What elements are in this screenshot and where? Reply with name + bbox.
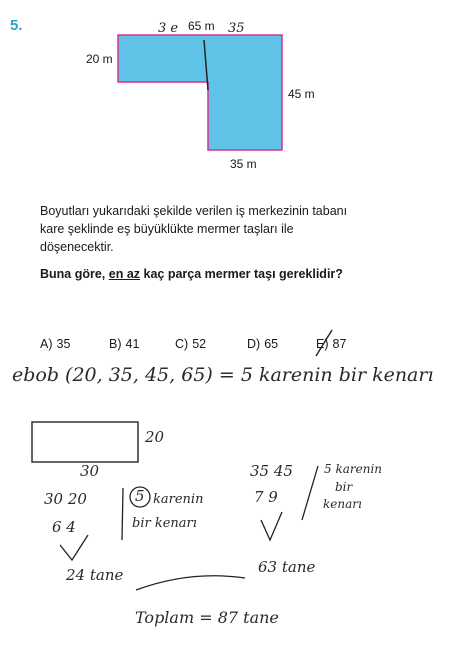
- right-check: [261, 512, 282, 540]
- question-suffix: kaç parça mermer taşı gereklidir?: [140, 267, 343, 281]
- circled-number: 5: [135, 487, 145, 505]
- left-dimension-label: 20 m: [86, 52, 113, 66]
- option-c[interactable]: C) 52: [175, 337, 207, 351]
- question-number: 5.: [10, 17, 23, 34]
- option-a[interactable]: A) 35: [40, 337, 71, 351]
- option-b[interactable]: B) 41: [109, 337, 140, 351]
- right-note-karenin: 5 karenin: [324, 462, 383, 476]
- left-check: [60, 535, 88, 560]
- right-divider: [302, 466, 318, 520]
- left-note-karenin: karenin: [153, 492, 204, 507]
- option-d[interactable]: D) 65: [247, 337, 279, 351]
- left-note-bir-kenari: bir kenarı: [132, 516, 197, 531]
- right-note-bir: bir: [335, 480, 353, 494]
- option-e[interactable]: E) 87: [316, 337, 347, 351]
- option-e-strike: [316, 330, 332, 356]
- rect-sketch: [32, 422, 138, 462]
- left-divider: [122, 488, 123, 540]
- right-numbers: 35 45: [250, 462, 293, 480]
- left-total: 24 tane: [66, 566, 124, 584]
- hand-top-right: 35: [228, 21, 245, 36]
- top-dimension-label: 65 m: [188, 19, 215, 33]
- right-total: 63 tane: [258, 558, 316, 576]
- right-dimension-label: 45 m: [288, 87, 315, 101]
- rect-side-label: 20: [145, 428, 165, 446]
- hand-top-left: 3 e: [158, 21, 179, 36]
- rect-bottom-label: 30: [80, 462, 100, 480]
- bottom-dimension-label: 35 m: [230, 157, 257, 171]
- right-results: 7 9: [254, 488, 278, 506]
- question-emphasis: en az: [108, 267, 141, 281]
- left-results: 6 4: [52, 518, 76, 536]
- question-prefix: Buna göre,: [40, 267, 109, 281]
- sum-total: Toplam = 87 tane: [135, 608, 279, 627]
- right-note-kenari: kenarı: [323, 497, 362, 511]
- left-numbers: 30 20: [44, 490, 87, 508]
- connect-curve: [136, 576, 245, 590]
- ebob-line: ebob (20, 35, 45, 65) = 5 karenin bir kenarı: [12, 364, 434, 386]
- problem-text: Boyutları yukarıdaki şekilde verilen iş merkezinin tabanı kare şeklinde eş büyüklükte mermer taşları ile döşenecektir.: [40, 204, 348, 254]
